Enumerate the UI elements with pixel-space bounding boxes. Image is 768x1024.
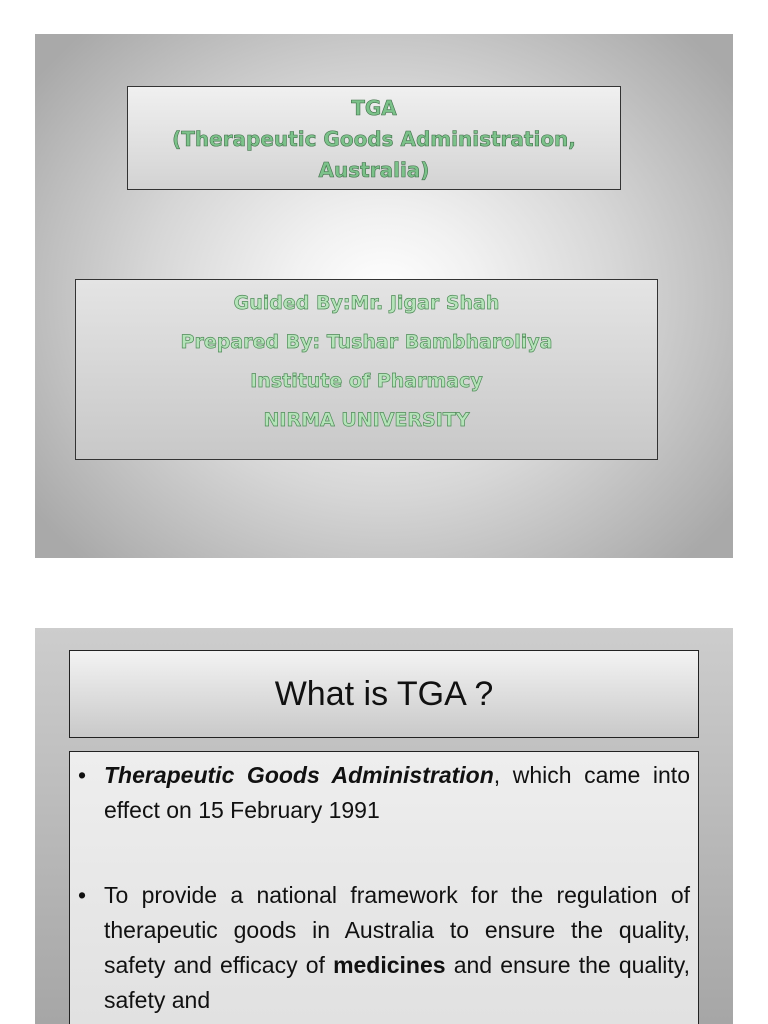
bullet-item-definition xyxy=(78,758,690,828)
credit-university: NIRMA UNIVERSITY xyxy=(263,409,470,431)
content-slide xyxy=(35,628,733,1024)
title-slide xyxy=(35,34,733,558)
title-line-country: Australia) xyxy=(318,158,430,182)
credits-box xyxy=(75,279,658,460)
title-line-acronym: TGA xyxy=(351,96,397,120)
slide-body-box xyxy=(69,751,699,1024)
bullet-bold-term: medicines xyxy=(333,952,446,978)
bullet-emphasis: Therapeutic Goods Administration xyxy=(104,762,494,788)
bullet-icon: • xyxy=(78,762,87,788)
bullet-icon: • xyxy=(78,882,87,908)
title-line-full-name: (Therapeutic Goods Administration, xyxy=(172,127,576,151)
slide-heading: What is TGA ? xyxy=(274,675,494,713)
credit-guide: Guided By:Mr. Jigar Shah xyxy=(233,292,500,314)
bullet-text-part2: and ensure the quality, safety and xyxy=(104,952,690,1013)
title-box xyxy=(127,86,621,190)
bullet-text: , which came into effect on 15 February 1991 xyxy=(104,762,690,823)
bullet-text-part1: To provide a national framework for the regulation of therapeutic goods in Australia to ensure the quality, safety and efficacy of xyxy=(104,882,690,978)
credit-author: Prepared By: Tushar Bambharoliya xyxy=(180,331,553,353)
credit-institute: Institute of Pharmacy xyxy=(250,370,483,392)
bullet-item-purpose xyxy=(78,878,690,1018)
slide-heading-box xyxy=(69,650,699,738)
